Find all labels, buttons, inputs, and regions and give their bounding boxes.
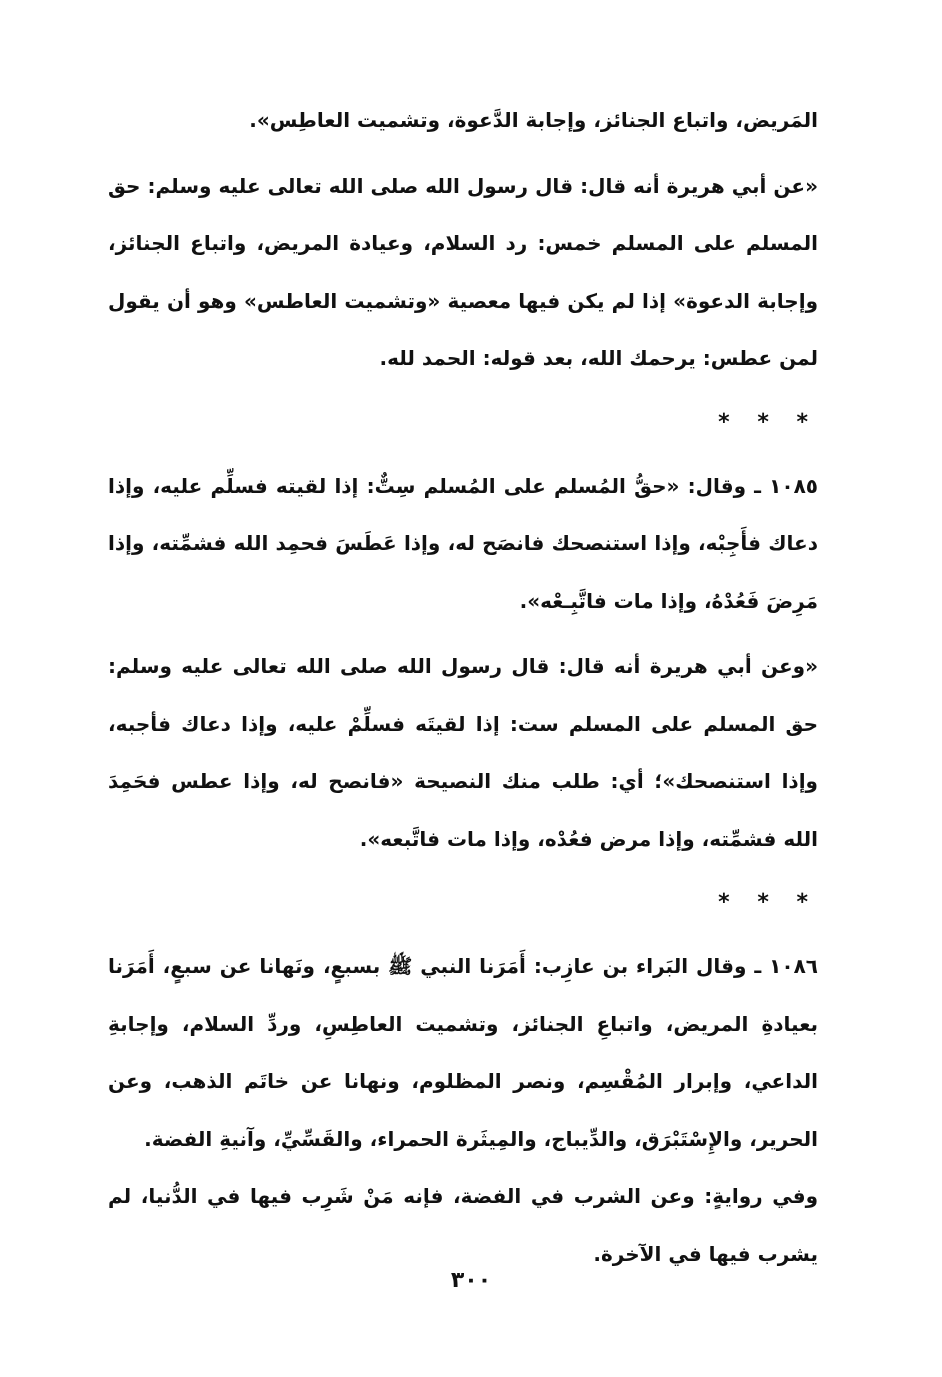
paragraph-hadith-1085: ١٠٨٥ ـ وقال: «حقُّ المُسلم على المُسلم سِتٌّ: إذا لقيته فسلِّم عليه، وإذا دعاك فأَجِبْه، وإذا استنصحك فانصَح له، وإذا عَطَسَ فحمِد الله فشمِّته، وإذا مَرِضَ فَعُدْهُ، وإذا مات فاتَّبِـعْه».: [108, 473, 818, 613]
page-number: ٣٠٠: [450, 1268, 492, 1293]
section-divider: * * *: [718, 409, 818, 435]
paragraph-commentary-1: «عن أبي هريرة أنه قال: قال رسول الله صلى الله تعالى عليه وسلم: حق المسلم على المسلم خمس: رد السلام، وعيادة المريض، واتباع الجنائز، وإجابة الدعوة» إذا لم يكن فيها معصية «وتشميت العاطس» وهو أن يقول لمن عطس: يرحمك الله، بعد قوله: الحمد لله.: [108, 173, 818, 370]
paragraph-riwaya: وفي روايةٍ: وعن الشرب في الفضة، فإنه مَنْ شَرِب فيها في الدُّنيا، لم يشرب فيها في الآخرة.: [108, 1184, 818, 1266]
section-divider: * * *: [718, 890, 818, 915]
paragraph-hadith-1086: ١٠٨٦ ـ وقال البَراء بن عازِب: أَمَرَنا النبي ﷺ بسبعٍ، ونَهانا عن سبعٍ، أَمَرَنا بعيادةِ المريض، واتباعِ الجنائز، وتشميت العاطِسِ، وردِّ السلام، وإجابةِ الداعي، وإبرار المُقْسِم، ونصر المظلوم، ونهانا عن خاتَم الذهب، وعن الحرير، والإِسْتَبْرَق، والدِّيباج، والمِيثَرة الحمراء، والقَسِّيِّ، وآنيةِ الفضة.: [108, 954, 818, 1151]
page-body: [108, 92, 818, 1283]
paragraph-continuation: المَريض، واتباع الجنائز، وإجابة الدَّعوة، وتشميت العاطِس».: [249, 108, 818, 132]
paragraph-commentary-2: «وعن أبي هريرة أنه قال: قال رسول الله صلى الله تعالى عليه وسلم: حق المسلم على المسلم ست: إذا لقيتَه فسلِّمْ عليه، وإذا دعاك فأجبه، وإذا استنصحك»؛ أي: طلب منك النصيحة «فانصح له، وإذا عطس فحَمِدَ الله فشمِّته، وإذا مرض فعُدْه، وإذا مات فاتَّبعه».: [108, 654, 818, 851]
